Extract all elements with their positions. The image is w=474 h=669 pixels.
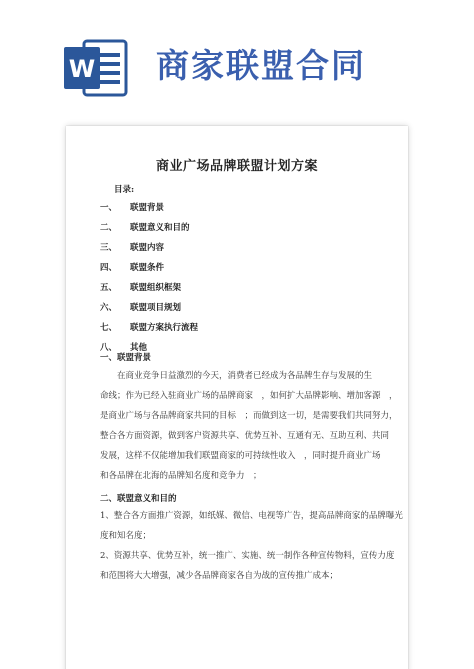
toc-item-label: 联盟项目规划 xyxy=(130,303,182,313)
toc-item-label: 联盟方案执行流程 xyxy=(130,323,199,333)
toc-item-number: 六、 xyxy=(100,303,118,313)
toc-item xyxy=(100,301,380,321)
toc-item-label: 其他 xyxy=(130,343,148,353)
paragraph-line: 1、整合各方面推广资源，如纸媒、微信、电视等广告，提高品牌商家的品牌曝光 xyxy=(100,511,403,521)
paragraph-line: 度和知名度； xyxy=(100,531,152,541)
toc-item-number: 一、 xyxy=(100,203,118,213)
toc-item xyxy=(100,321,380,341)
section-body-background xyxy=(100,366,398,486)
word-document-icon xyxy=(62,37,128,99)
section-body-purpose xyxy=(100,506,403,586)
paragraph-line: 和各品牌在北海的品牌知名度和竞争力 ； xyxy=(100,471,262,481)
toc-item-label: 联盟内容 xyxy=(130,243,165,253)
paragraph-line: 在商业竞争日益激烈的今天，消费者已经成为各品牌生存与发展的生 xyxy=(100,371,373,381)
toc-item-number: 八、 xyxy=(100,343,118,353)
section-heading-purpose: 二、联盟意义和目的 xyxy=(100,494,177,504)
toc-item-number: 七、 xyxy=(100,323,118,333)
toc-item-label: 联盟条件 xyxy=(130,263,165,273)
toc-item xyxy=(100,241,380,261)
document-title: 商业广场品牌联盟计划方案 xyxy=(155,159,318,174)
section-heading-background: 一、联盟背景 xyxy=(100,353,152,363)
paragraph-line: 命线；作为已经入驻商业广场的品牌商家 ，如何扩大品牌影响、增加客源 ， xyxy=(100,391,398,401)
banner-title: 商家联盟合同 xyxy=(156,46,366,85)
toc-item-number: 三、 xyxy=(100,243,118,253)
toc-item xyxy=(100,261,380,281)
toc-item-number: 五、 xyxy=(100,283,118,293)
svg-text:W: W xyxy=(68,55,96,83)
table-of-contents xyxy=(100,201,380,361)
toc-item xyxy=(100,201,380,221)
toc-item-label: 联盟组织框架 xyxy=(130,283,182,293)
toc-item xyxy=(100,221,380,241)
toc-heading: 目录: xyxy=(114,185,135,195)
toc-item-label: 联盟意义和目的 xyxy=(130,223,190,233)
paragraph-line: 2、资源共享、优势互补，统一推广、实施、统一制作各种宣传物料，宣传力度 xyxy=(100,551,395,561)
paragraph-line: 整合各方面资源，做到客户资源共享、优势互补、互通有无、互助互利、共同 xyxy=(100,431,390,441)
paragraph-line: 发展，这样不仅能增加我们联盟商家的可持续性收入 ，同时提升商业广场 xyxy=(100,451,381,461)
toc-item xyxy=(100,281,380,301)
paragraph-line: 和范围将大大增强，减少各品牌商家各自为战的宣传推广成本； xyxy=(100,571,339,581)
toc-item-number: 二、 xyxy=(100,223,118,233)
paragraph-line: 是商业广场与各品牌商家共同的目标 ；而做到这一切，是需要我们共同努力， xyxy=(100,411,398,421)
header-banner xyxy=(0,0,474,120)
document-page xyxy=(66,126,408,669)
toc-item-label: 联盟背景 xyxy=(130,203,165,213)
toc-item-number: 四、 xyxy=(100,263,118,273)
